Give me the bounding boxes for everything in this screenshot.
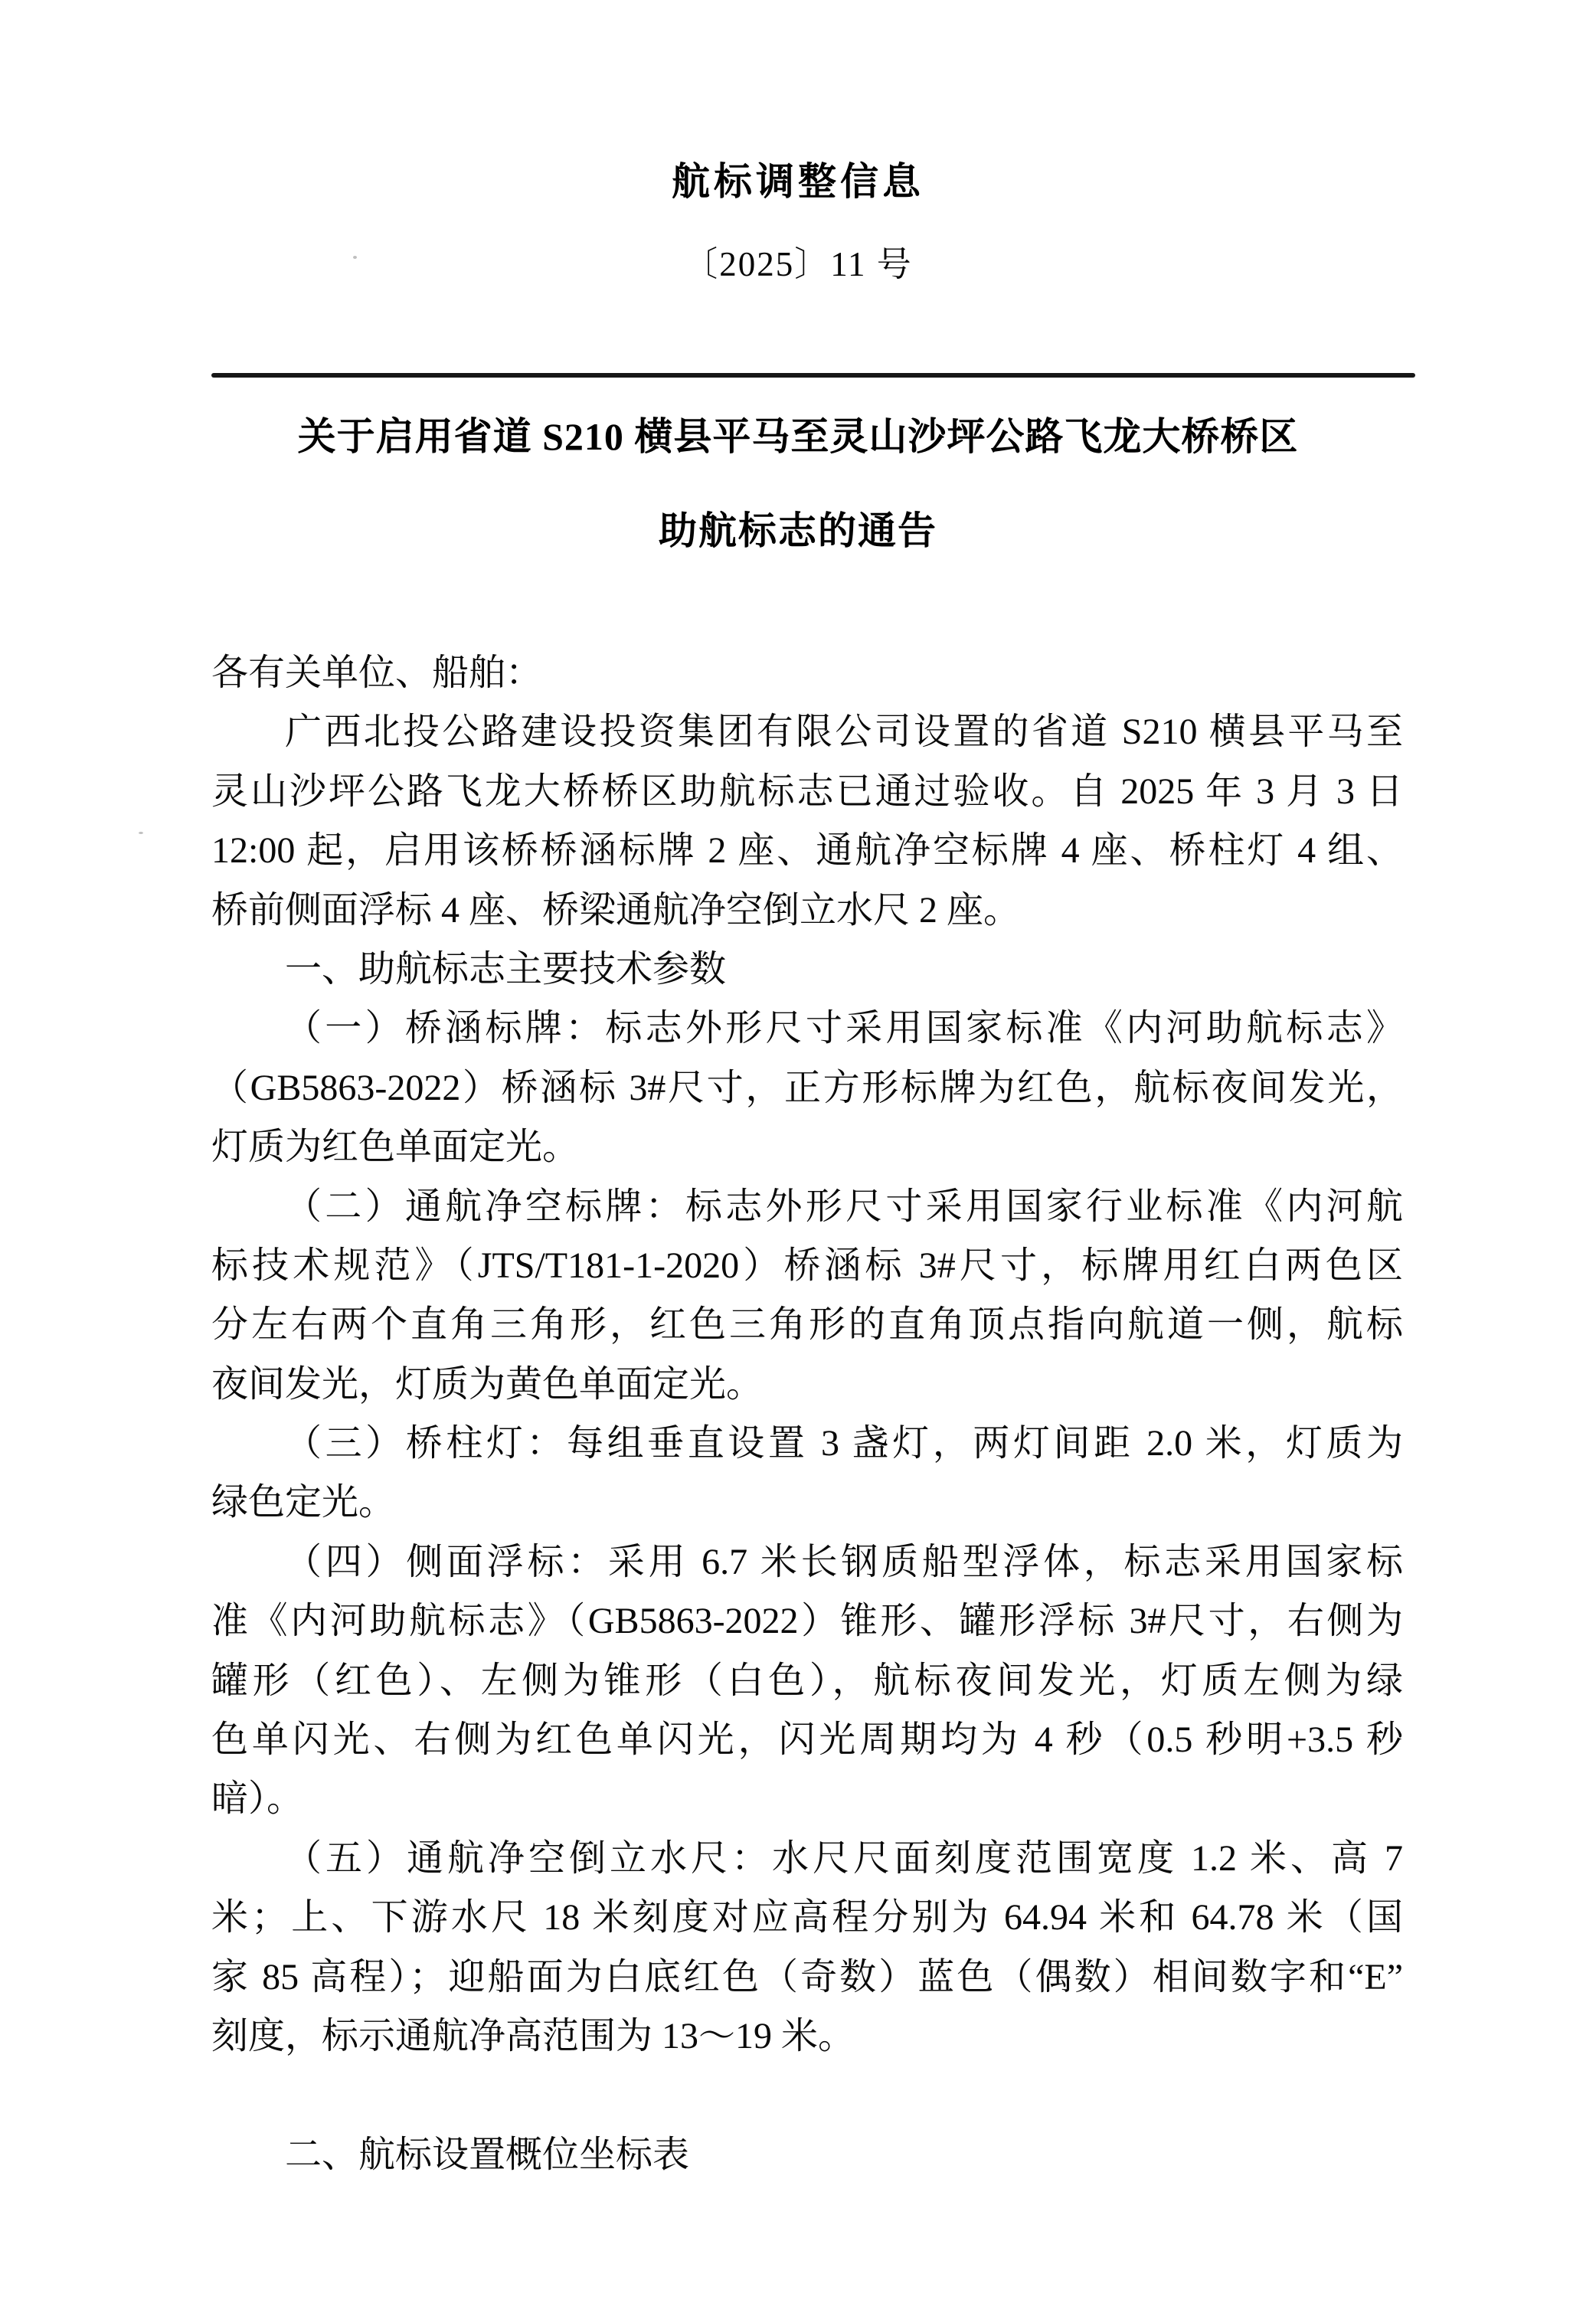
body-line: （GB5863-2022）桥涵标 3#尺寸，正方形标牌为红色，航标夜间发光， [211, 1067, 1403, 1108]
body-line: 分左右两个直角三角形，红色三角形的直角顶点指向航道一侧，航标 [211, 1304, 1403, 1346]
body-line: 二、航标设置概位坐标表 [285, 2134, 690, 2175]
body-line: 灯质为红色单面定光。 [211, 1127, 580, 1168]
scan-speck [139, 832, 143, 834]
body-line: 色单闪光、右侧为红色单闪光，闪光周期均为 4 秒（0.5 秒明+3.5 秒 [211, 1719, 1403, 1761]
scan-speck [353, 256, 357, 259]
doc-number: 〔2025〕11 号 [683, 245, 913, 283]
body-line: （二）通航净空标牌：标志外形尺寸采用国家行业标准《内河航 [285, 1186, 1403, 1227]
body-line [211, 2066, 1403, 2125]
body-line: （一）桥涵标牌：标志外形尺寸采用国家标准《内河助航标志》 [285, 1008, 1403, 1049]
body-line: 罐形（红色）、左侧为锥形（白色），航标夜间发光，灯质左侧为绿 [211, 1660, 1403, 1701]
body-line: 准《内河助航标志》（GB5863-2022）锥形、罐形浮标 3#尺寸，右侧为 [211, 1601, 1403, 1642]
body-line: 标技术规范》（JTS/T181-1-2020）桥涵标 3#尺寸，标牌用红白两色区 [211, 1245, 1403, 1286]
body-line: 米；上、下游水尺 18 米刻度对应高程分别为 64.94 米和 64.78 米（国 [211, 1897, 1403, 1938]
body-line: 绿色定光。 [211, 1482, 396, 1523]
body-line: 灵山沙坪公路飞龙大桥桥区助航标志已通过验收。自 2025 年 3 月 3 日 [211, 770, 1403, 812]
notice-body [211, 643, 1403, 2184]
body-line: 暗）。 [211, 1778, 304, 1820]
body-line: 广西北投公路建设投资集团有限公司设置的省道 S210 横县平马至 [285, 712, 1403, 753]
title-divider-rule [211, 373, 1415, 378]
notice-title-line1: 关于启用省道 S210 横县平马至灵山沙坪公路飞龙大桥桥区 [297, 415, 1299, 458]
body-line: 家 85 高程）；迎船面为白底红色（奇数）蓝色（偶数）相间数字和“E” [211, 1956, 1403, 1997]
notice-title-line2: 助航标志的通告 [659, 509, 937, 552]
body-line: 桥前侧面浮标 4 座、桥梁通航净空倒立水尺 2 座。 [211, 889, 1021, 931]
body-line: （四）侧面浮标：采用 6.7 米长钢质船型浮体，标志采用国家标 [285, 1541, 1403, 1582]
body-line: （三）桥柱灯：每组垂直设置 3 盏灯，两灯间距 2.0 米，灯质为 [285, 1423, 1403, 1464]
body-line: （五）通航净空倒立水尺：水尺尺面刻度范围宽度 1.2 米、高 7 [285, 1837, 1403, 1879]
body-line: 一、助航标志主要技术参数 [285, 948, 727, 990]
body-line: 各有关单位、船舶： [211, 653, 543, 693]
body-line: 12:00 起，启用该桥桥涵标牌 2 座、通航净空标牌 4 座、桥柱灯 4 组、 [211, 830, 1403, 872]
doc-title: 航标调整信息 [672, 160, 924, 203]
body-line: 夜间发光，灯质为黄色单面定光。 [211, 1363, 764, 1405]
body-line: 刻度，标示通航净高范围为 13～19 米。 [211, 2015, 855, 2056]
